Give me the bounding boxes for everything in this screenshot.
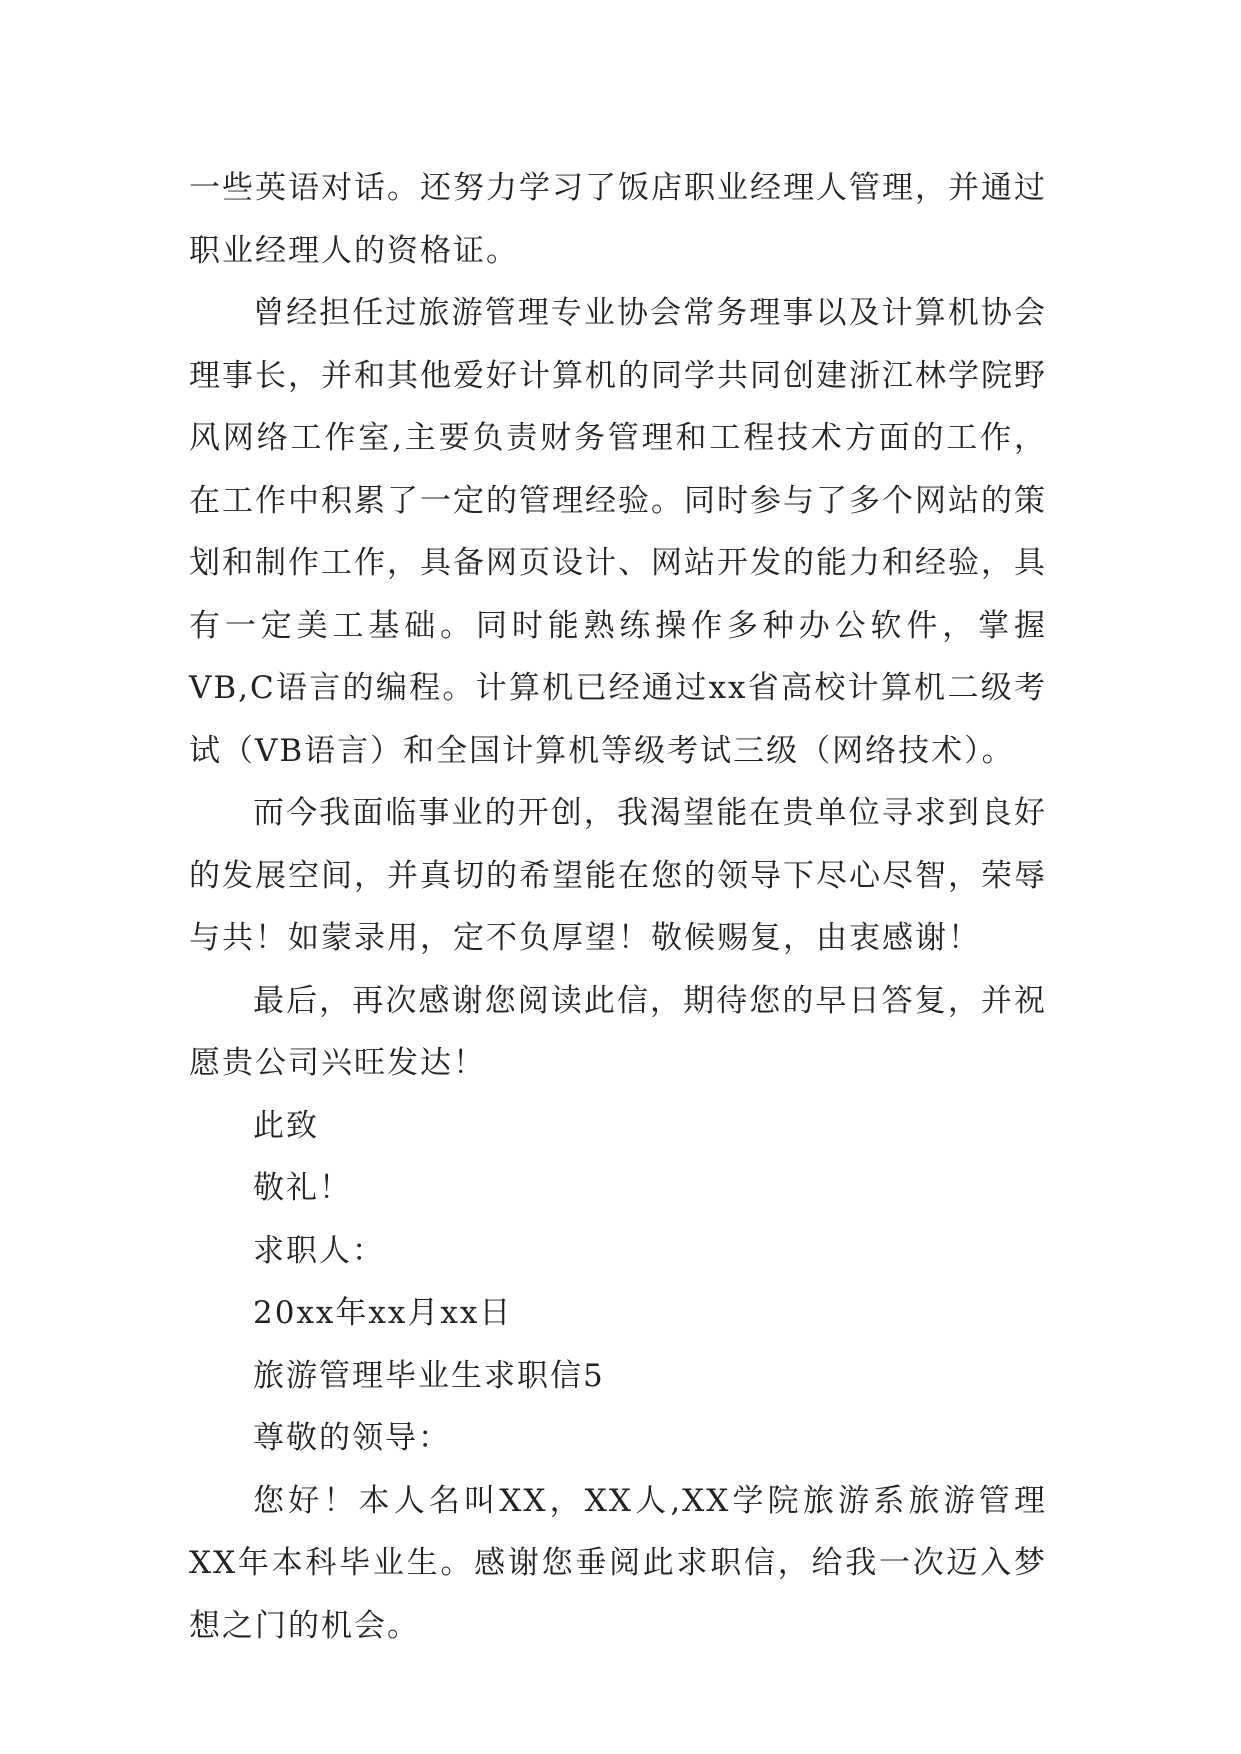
paragraph-experience: 曾经担任过旅游管理专业协会常务理事以及计算机协会理事长，并和其他爱好计算机的同学共同创建浙江林学院野风网络工作室,主要负责财务管理和工程技术方面的工作，在工作中积累了一定的管理经验。同时参与了多个网站的策划和制作工作，具备网页设计、网站开发的能力和经验，具有一定美工基础。同时能熟练操作多种办公软件，掌握VB,C语言的编程。计算机已经通过xx省高校计算机二级考试（VB语言）和全国计算机等级考试三级（网络技术）。 [189, 295, 1047, 769]
document-body [189, 157, 1047, 1657]
closing-line: 此致 [253, 1107, 319, 1144]
salute-line: 敬礼！ [253, 1170, 352, 1206]
date-line: 20xx年xx月xx日 [253, 1295, 513, 1331]
paragraph-intro: 您好！本人名叫XX，XX人,XX学院旅游系旅游管理XX年本科毕业生。感谢您垂阅此求职信，给我一次迈入梦想之门的机会。 [189, 1482, 1047, 1644]
paragraph-continuation: 一些英语对话。还努力学习了饭店职业经理人管理，并通过职业经理人的资格证。 [189, 170, 1047, 269]
section-title: 旅游管理毕业生求职信5 [253, 1357, 605, 1394]
paragraph-thanks: 最后，再次感谢您阅读此信，期待您的早日答复，并祝愿贵公司兴旺发达！ [189, 982, 1047, 1081]
greeting-line: 尊敬的领导： [253, 1420, 451, 1456]
paragraph-aspiration: 而今我面临事业的开创，我渴望能在贵单位寻求到良好的发展空间，并真切的希望能在您的领导下尽心尽智，荣辱与共！如蒙录用，定不负厚望！敬候赐复，由衷感谢！ [189, 795, 1047, 956]
applicant-label: 求职人： [253, 1232, 385, 1269]
